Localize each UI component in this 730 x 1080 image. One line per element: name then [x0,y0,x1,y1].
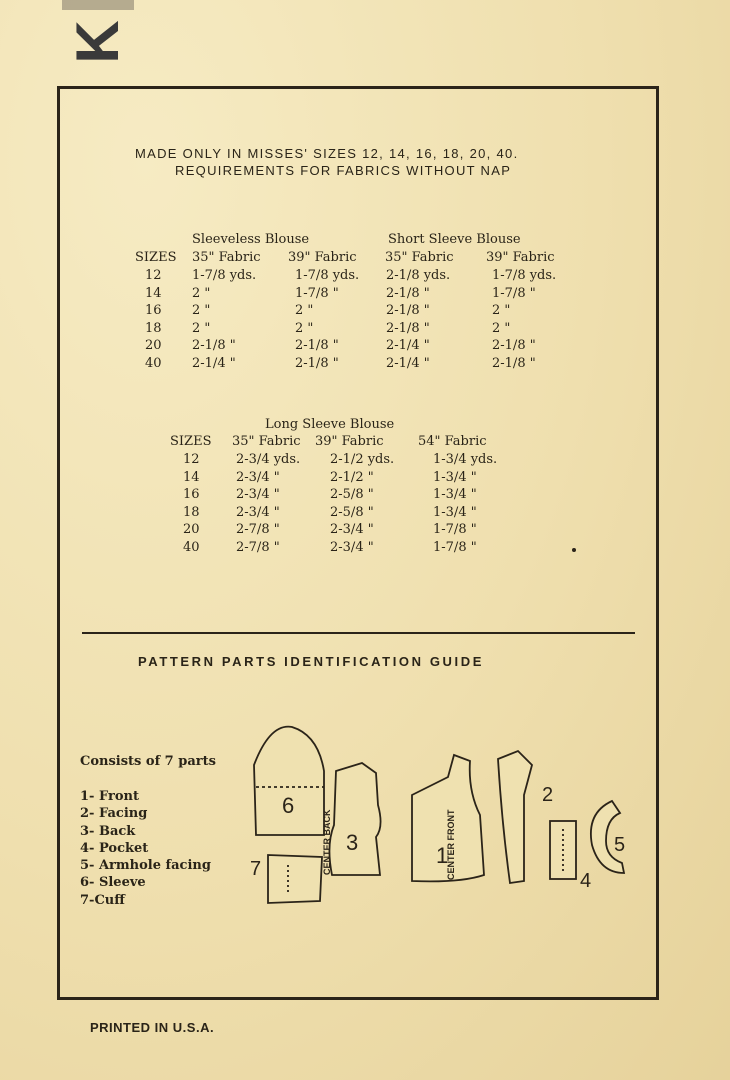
group-long-sleeve-title: Long Sleeve Blouse [265,417,395,432]
yardage-cell: 1-7/8 yds. [492,268,557,283]
size-cell: 20 [145,338,162,354]
pattern-pieces-diagram [240,715,640,910]
yardage-cell: 2-3/4 " [236,469,280,485]
yardage-cell: 2 " [295,320,314,336]
yardage-cell: 2-5/8 " [330,487,374,503]
yardage-cell: 2-1/8 " [295,356,339,371]
yardage-cell: 1-3/4 " [433,487,477,503]
yardage-cell: 1-7/8 " [492,285,536,301]
size-cell: 20 [183,522,200,538]
yardage-cell: 2-1/8 " [192,338,236,354]
ink-dot [572,548,576,552]
yardage-cell: 2-5/8 " [330,504,374,520]
pattern-piece-pocket [550,821,591,892]
piece-label: 1 [436,843,449,868]
part-item: 3- Back [80,823,136,839]
table-header: 39" Fabric [288,250,357,265]
yardage-cell: 2-1/8 yds. [386,268,451,283]
size-cell: 14 [183,469,200,485]
size-cell: 18 [183,504,200,520]
table-header: 35" Fabric [232,434,301,449]
pattern-piece-facing [498,751,553,883]
center-front-label: CENTER FRONT [446,809,456,880]
yardage-cell: 2-1/8 " [386,285,430,301]
yardage-cell: 1-3/4 " [433,469,477,485]
corner-letter-mark [62,0,134,78]
size-cell: 40 [145,356,162,371]
pattern-piece-cuff [250,855,322,903]
size-cell: 18 [145,320,162,336]
parts-count: Consists of 7 parts [80,754,216,769]
group-short-sleeve-title: Short Sleeve Blouse [388,232,521,247]
guide-title: PATTERN PARTS IDENTIFICATION GUIDE [138,654,484,669]
yardage-cell: 2-3/4 yds. [236,452,301,467]
part-item: 5- Armhole facing [80,858,211,874]
piece-label: 3 [346,830,359,855]
yardage-cell: 2-1/8 " [295,338,339,354]
part-item: 6- Sleeve [80,875,146,891]
center-back-label: CENTER BACK [322,809,332,875]
corner-letter: K [64,20,131,64]
table-header: SIZES [135,250,177,265]
yardage-cell: 2-3/4 " [236,504,280,520]
yardage-cell: 2-1/8 " [386,303,430,319]
yardage-cell: 2-3/4 " [330,522,374,538]
section-divider [82,632,635,634]
size-cell: 12 [183,452,200,467]
yardage-cell: 1-7/8 " [433,540,477,555]
yardage-cell: 2-1/4 " [386,338,430,354]
yardage-cell: 1-7/8 " [295,285,339,301]
group-sleeveless-title: Sleeveless Blouse [192,232,310,247]
yardage-cell: 2 " [295,303,314,319]
table-header: 54" Fabric [418,434,487,449]
parts-list [80,788,211,909]
pattern-piece-armhole-facing [591,801,625,873]
yardage-cell: 2-1/4 " [386,356,430,371]
yardage-cell: 2-1/2 " [330,469,374,485]
size-cell: 12 [145,268,162,283]
size-cell: 16 [145,303,162,319]
part-item: 4- Pocket [80,840,149,856]
yardage-cell: 1-7/8 yds. [192,268,257,283]
table-header: 35" Fabric [192,250,261,265]
piece-label: 4 [580,870,592,892]
piece-label: 7 [250,858,262,880]
yardage-cell: 2 " [492,303,511,319]
table-header: 35" Fabric [385,250,454,265]
yardage-cell: 2 " [192,303,211,319]
piece-label: 2 [542,784,554,806]
part-item: 2- Facing [80,806,148,822]
yardage-cell: 2 " [192,320,211,336]
table-header: SIZES [170,434,212,449]
yardage-cell: 2-1/2 yds. [330,452,395,467]
yardage-cell: 2 " [492,320,511,336]
yardage-cell: 2-1/4 " [192,356,236,371]
part-item: 1- Front [80,789,139,804]
piece-label: 5 [614,834,626,856]
table-header: 39" Fabric [486,250,555,265]
piece-label: 6 [282,793,295,818]
yardage-cell: 1-7/8 " [433,522,477,538]
yardage-cell: 1-3/4 yds. [433,452,498,467]
yardage-cell: 1-3/4 " [433,504,477,520]
printed-in-usa: PRINTED IN U.S.A. [90,1020,215,1035]
pattern-piece-sleeve [254,727,324,835]
yardage-cell: 2-3/4 " [236,487,280,503]
header-sizes-line: MADE ONLY IN MISSES' SIZES 12, 14, 16, 18, 20, 40. [135,146,519,161]
yardage-cell: 2-1/8 " [492,338,536,354]
yardage-cell: 2-7/8 " [236,540,280,555]
table-header: 39" Fabric [315,434,384,449]
part-item: 7-Cuff [80,892,125,908]
yardage-cell: 2-3/4 " [330,540,374,555]
header-requirements-line: REQUIREMENTS FOR FABRICS WITHOUT NAP [175,163,512,178]
yardage-cell: 1-7/8 yds. [295,268,360,283]
yardage-cell: 2-1/8 " [492,356,536,371]
pattern-piece-back [322,763,381,875]
yardage-cell: 2-7/8 " [236,522,280,538]
size-cell: 16 [183,487,200,503]
yardage-cell: 2 " [192,285,211,301]
pattern-piece-front [412,755,484,881]
yardage-cell: 2-1/8 " [386,320,430,336]
size-cell: 40 [183,540,200,555]
size-cell: 14 [145,285,162,301]
